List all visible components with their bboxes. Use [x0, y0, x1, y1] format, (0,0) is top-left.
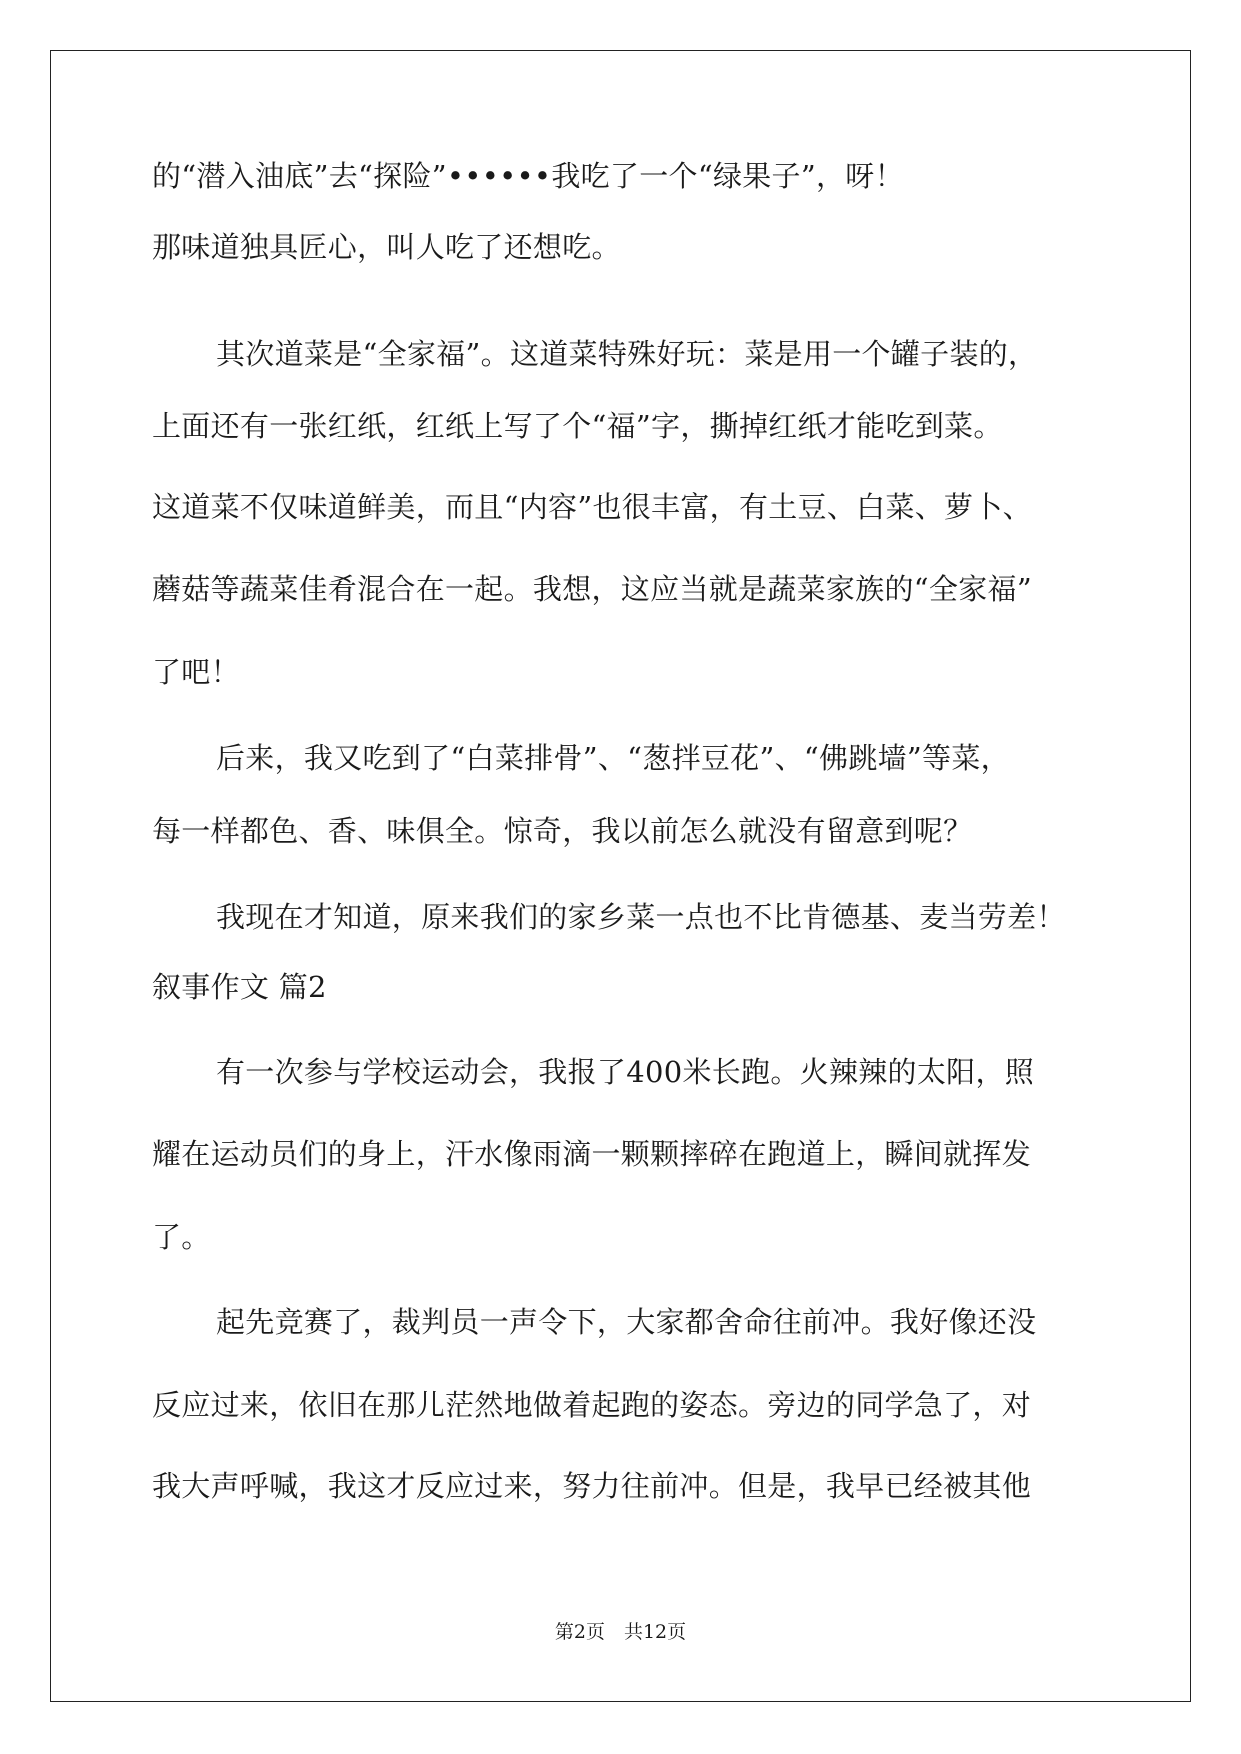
text-line: 后来，我又吃到了“白菜排骨”、“葱拌豆花”、“佛跳墙”等菜，	[216, 741, 1010, 775]
page-border	[50, 50, 1191, 1702]
text-line: 这道菜不仅味道鲜美，而且“内容”也很丰富，有土豆、白菜、萝卜、	[152, 490, 1032, 524]
text-line: 其次道菜是“全家福”。这道菜特殊好玩：菜是用一个罐子装的，	[216, 337, 1038, 371]
text-line: 我现在才知道，原来我们的家乡菜一点也不比肯德基、麦当劳差！	[216, 900, 1066, 934]
text-line: 那味道独具匠心，叫人吃了还想吃。	[152, 230, 621, 264]
page-number-footer: 第2页 共12页	[554, 1621, 687, 1643]
text-line: 了。	[152, 1220, 211, 1254]
section-heading: 叙事作文 篇2	[152, 970, 327, 1004]
text-line: 了吧！	[152, 655, 240, 689]
text-line: 起先竞赛了，裁判员一声令下，大家都舍命往前冲。我好像还没	[216, 1305, 1037, 1339]
text-line: 蘑菇等蔬菜佳肴混合在一起。我想，这应当就是蔬菜家族的“全家福”	[152, 572, 1032, 606]
text-line: 耀在运动员们的身上，汗水像雨滴一颗颗摔碎在跑道上，瞬间就挥发	[152, 1137, 1032, 1171]
text-line: 每一样都色、香、味俱全。惊奇，我以前怎么就没有留意到呢？	[152, 814, 973, 848]
text-line: 的“潜入油底”去“探险”••••••我吃了一个“绿果子”，呀！	[152, 159, 904, 193]
text-line: 我大声呼喊，我这才反应过来，努力往前冲。但是，我早已经被其他	[152, 1469, 1032, 1503]
text-line: 上面还有一张红纸，红纸上写了个“福”字，撕掉红纸才能吃到菜。	[152, 409, 1003, 443]
text-line: 反应过来，依旧在那儿茫然地做着起跑的姿态。旁边的同学急了，对	[152, 1388, 1032, 1422]
text-line: 有一次参与学校运动会，我报了400米长跑。火辣辣的太阳，照	[216, 1055, 1035, 1089]
